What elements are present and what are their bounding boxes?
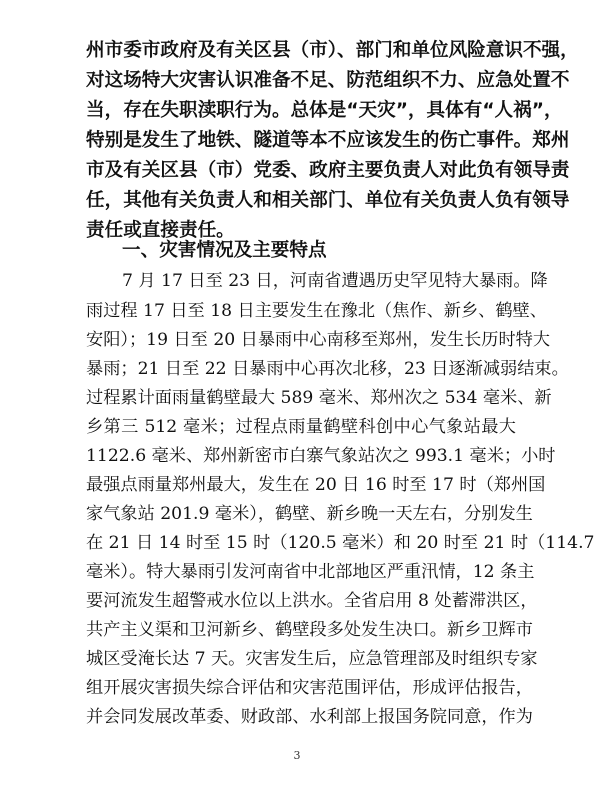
paragraph-2-line-5: 过程累计面雨量鹤壁最大 589 毫米、郑州次之 534 毫米、新	[86, 388, 552, 408]
page-number: 3	[293, 749, 301, 762]
paragraph-1-line-7: 责任或直接责任。	[86, 220, 235, 241]
paragraph-2-line-14: 城区受淹长达 7 天。灾害发生后，应急管理部及时组织专家	[86, 649, 538, 669]
paragraph-1-line-3: 当，存在失职渎职行为。总体是“天灾”，具体有“人祸”，	[86, 100, 563, 121]
paragraph-1-line-6: 任，其他有关负责人和相关部门、单位有关负责人负有领导	[86, 190, 570, 211]
paragraph-2-line-13: 共产主义渠和卫河新乡、鹤壁段多处发生决口。新乡卫辉市	[86, 620, 533, 640]
paragraph-2-line-1: 7 月 17 日至 23 日，河南省遭遇历史罕见特大暴雨。降	[122, 271, 548, 291]
paragraph-2-line-16: 并会同发展改革委、财政部、水利部上报国务院同意，作为	[86, 707, 533, 727]
paragraph-2-line-6: 乡第三 512 毫米；过程点雨量鹤壁科创中心气象站最大	[86, 417, 516, 437]
paragraph-2-line-7: 1122.6 毫米、郑州新密市白寨气象站次之 993.1 毫米；小时	[86, 446, 556, 466]
paragraph-2-line-8: 最强点雨量郑州最大，发生在 20 日 16 时至 17 时（郑州国	[86, 475, 546, 495]
paragraph-1-line-1: 州市委市政府及有关区县（市）、部门和单位风险意识不强，	[86, 40, 579, 61]
paragraph-2-line-3: 安阳）；19 日至 20 日暴雨中心南移至郑州，发生长历时特大	[86, 330, 551, 350]
paragraph-1-line-2: 对这场特大灾害认识准备不足、防范组织不力、应急处置不	[86, 70, 570, 91]
paragraph-1-line-4: 特别是发生了地铁、隧道等本不应该发生的伤亡事件。郑州	[86, 130, 570, 151]
paragraph-2-line-4: 暴雨；21 日至 22 日暴雨中心再次北移，23 日逐渐减弱结束。	[86, 359, 569, 379]
paragraph-2-line-9: 家气象站 201.9 毫米），鹤壁、新乡晚一天左右，分别发生	[86, 504, 533, 524]
section-heading: 一、灾害情况及主要特点	[122, 240, 327, 261]
paragraph-2-line-11: 毫米）。特大暴雨引发河南省中北部地区严重汛情，12 条主	[86, 562, 535, 582]
paragraph-2-line-12: 要河流发生超警戒水位以上洪水。全省启用 8 处蓄滞洪区，	[86, 591, 538, 611]
paragraph-1-line-5: 市及有关区县（市）党委、政府主要负责人对此负有领导责	[86, 160, 570, 181]
paragraph-2-line-2: 雨过程 17 日至 18 日主要发生在豫北（焦作、新乡、鹤壁、	[86, 301, 547, 321]
paragraph-2-line-10: 在 21 日 14 时至 15 时（120.5 毫米）和 20 时至 21 时（114.7	[86, 533, 595, 553]
paragraph-2-line-15: 组开展灾害损失综合评估和灾害范围评估，形成评估报告，	[86, 678, 533, 698]
